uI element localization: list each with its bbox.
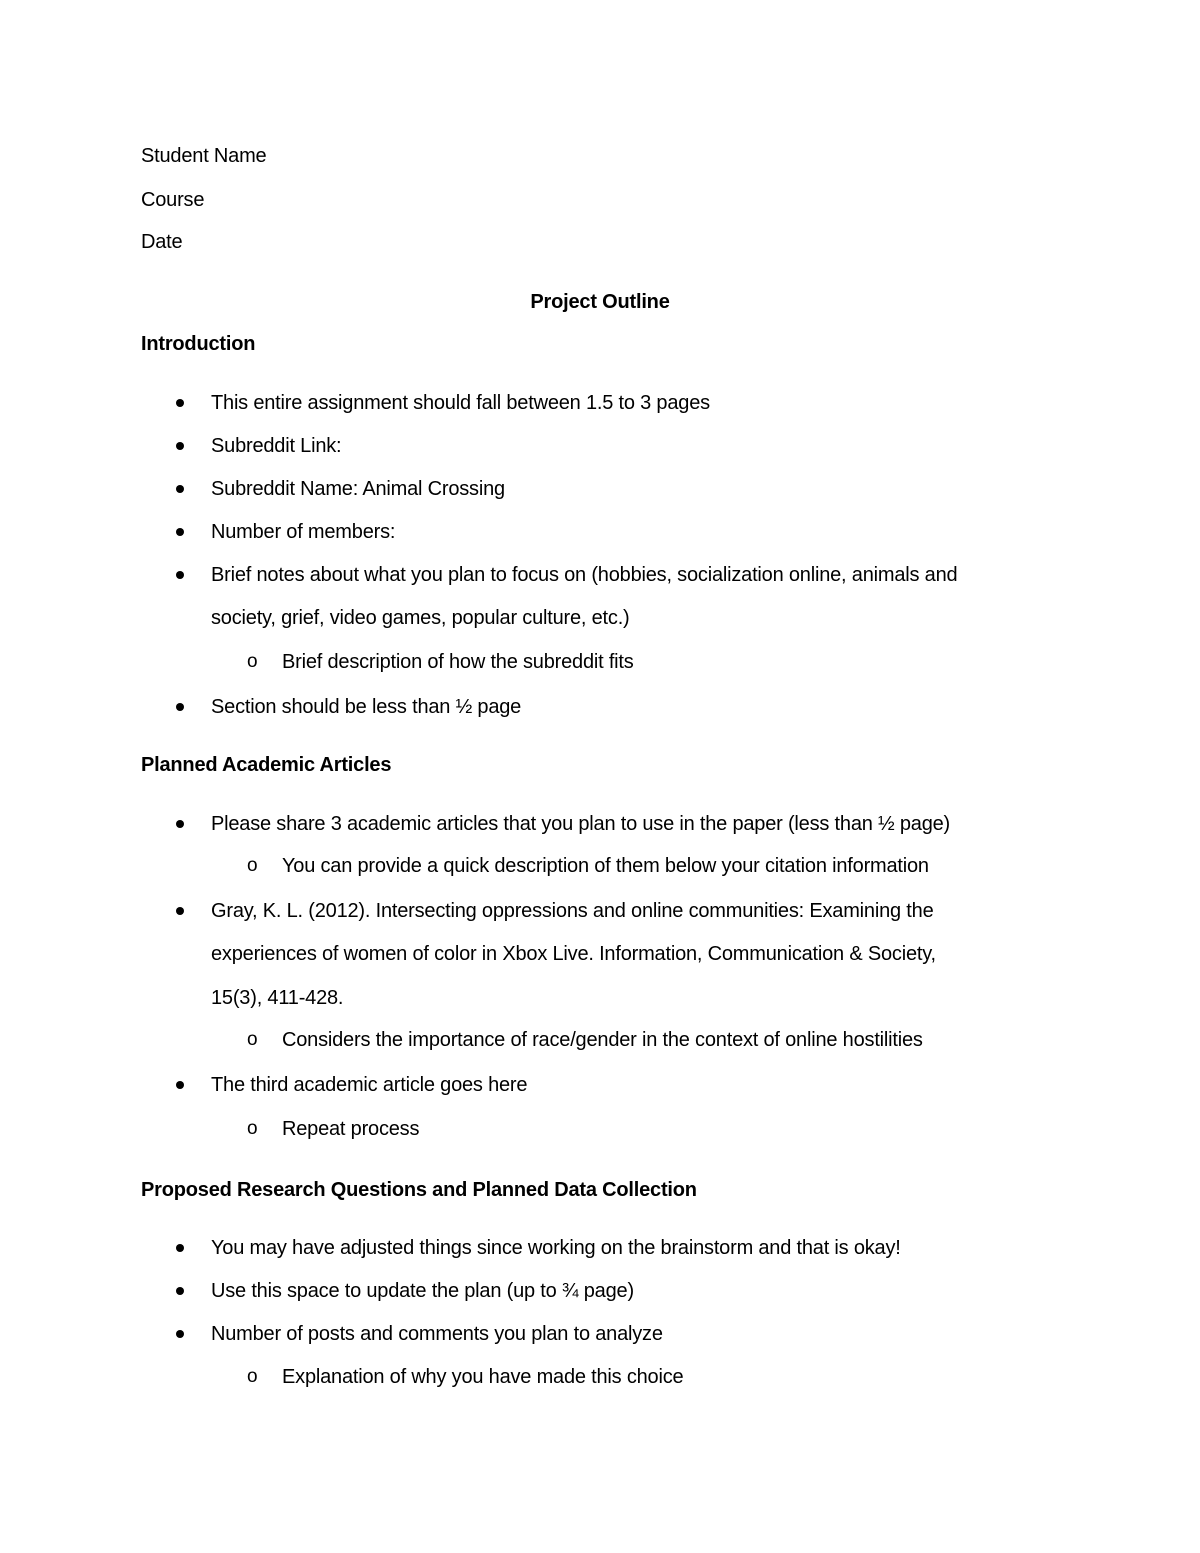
list-item: Section should be less than ½ page [211,696,522,718]
section-heading-articles: Planned Academic Articles [141,754,392,776]
section-heading-introduction: Introduction [141,333,256,355]
bullet-icon [176,907,184,915]
bullet-icon [176,399,184,407]
list-item-continuation: society, grief, video games, popular culture, etc.) [211,607,630,629]
section-heading-research: Proposed Research Questions and Planned Data Collection [141,1179,697,1201]
list-item: Gray, K. L. (2012). Intersecting oppressions and online communities: Examining the [211,900,934,922]
sub-bullet-icon: o [247,1118,258,1139]
list-item: Number of members: [211,521,396,543]
bullet-icon [176,703,184,711]
student-name: Student Name [141,145,267,167]
bullet-icon [176,528,184,536]
sub-list-item: Considers the importance of race/gender in the context of online hostilities [282,1029,923,1051]
list-item: Number of posts and comments you plan to analyze [211,1323,663,1345]
bullet-icon [176,442,184,450]
bullet-icon [176,571,184,579]
sub-list-item: Repeat process [282,1118,420,1140]
list-item: Subreddit Link: [211,435,342,457]
sub-bullet-icon: o [247,855,258,876]
list-item-continuation: 15(3), 411-428. [211,987,344,1009]
sub-bullet-icon: o [247,1029,258,1050]
bullet-icon [176,1330,184,1338]
course: Course [141,189,205,211]
sub-bullet-icon: o [247,1366,258,1387]
list-item: This entire assignment should fall between 1.5 to 3 pages [211,392,710,414]
list-item: Use this space to update the plan (up to ¾ page) [211,1280,634,1302]
sub-list-item: Explanation of why you have made this choice [282,1366,684,1388]
bullet-icon [176,1287,184,1295]
sub-bullet-icon: o [247,651,258,672]
list-item: Please share 3 academic articles that you plan to use in the paper (less than ½ page) [211,813,951,835]
list-item: The third academic article goes here [211,1074,528,1096]
page-title: Project Outline [530,291,670,313]
date: Date [141,231,183,253]
list-item-continuation: experiences of women of color in Xbox Live. Information, Communication & Society, [211,943,936,965]
sub-list-item: Brief description of how the subreddit fits [282,651,634,673]
bullet-icon [176,1081,184,1089]
sub-list-item: You can provide a quick description of them below your citation information [282,855,929,877]
bullet-icon [176,820,184,828]
list-item: You may have adjusted things since working on the brainstorm and that is okay! [211,1237,901,1259]
list-item: Subreddit Name: Animal Crossing [211,478,505,500]
list-item: Brief notes about what you plan to focus on (hobbies, socialization online, animals and [211,564,958,586]
bullet-icon [176,1244,184,1252]
bullet-icon [176,485,184,493]
